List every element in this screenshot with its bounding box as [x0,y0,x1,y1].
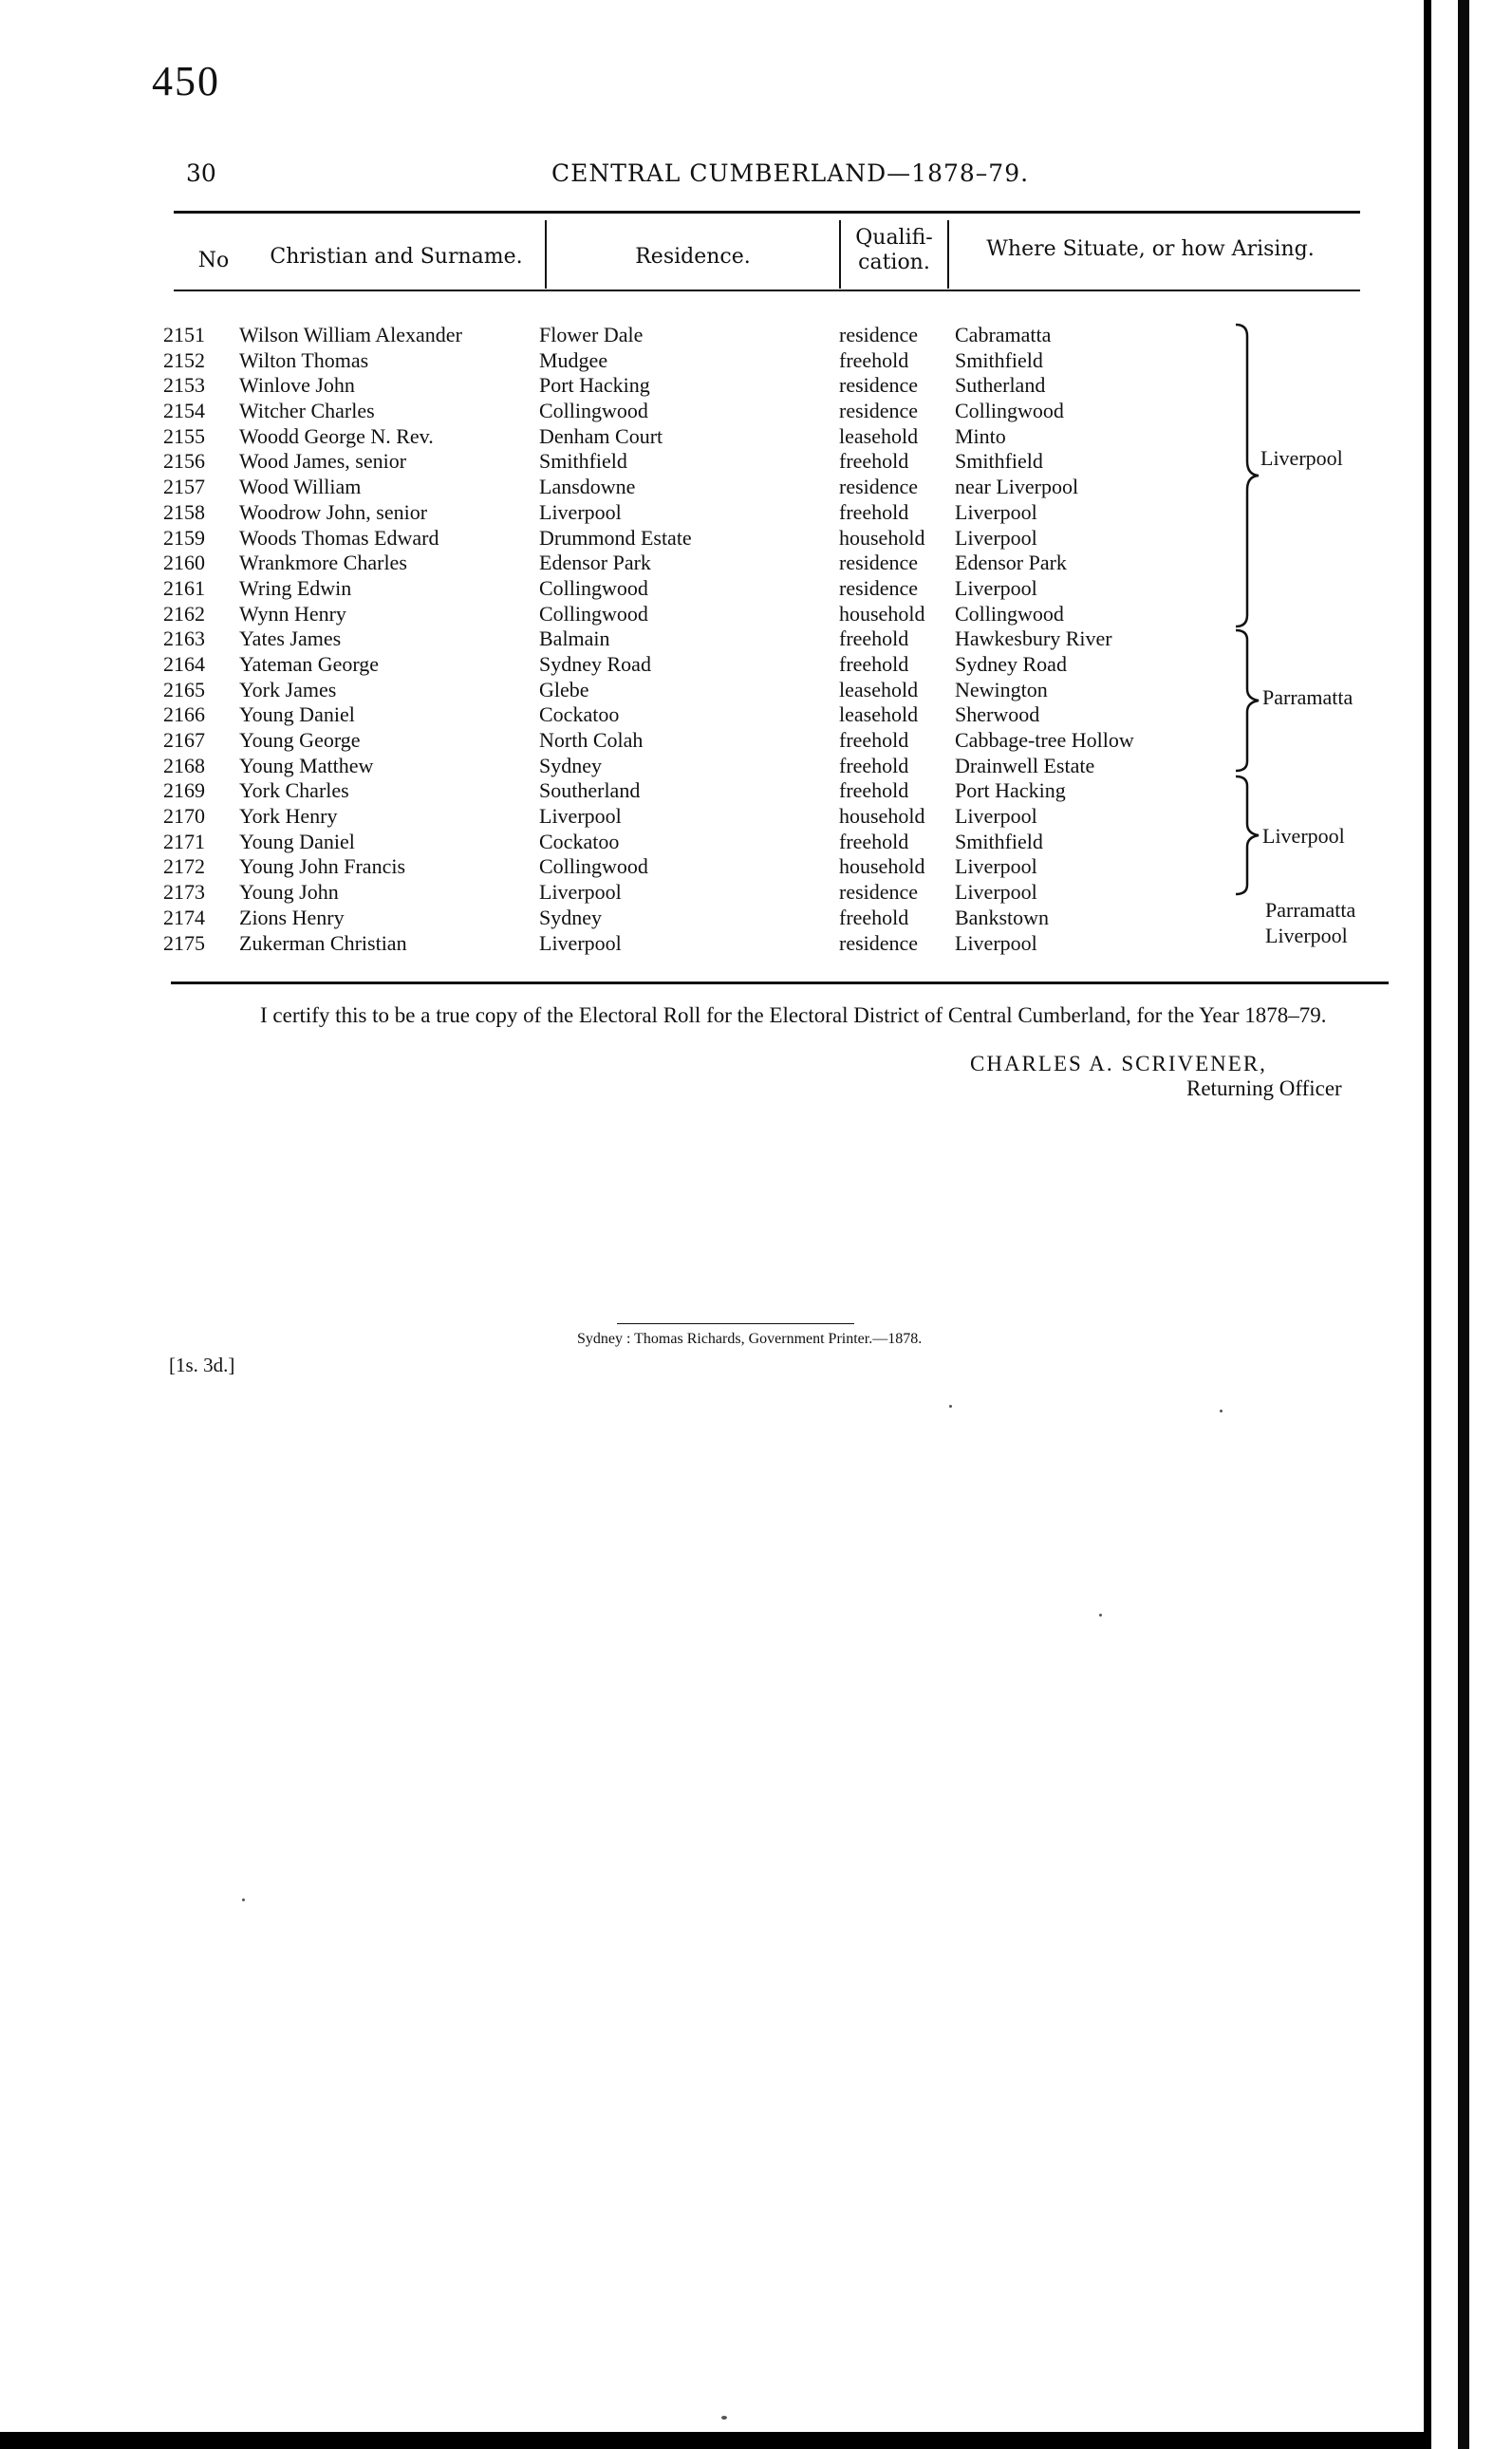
entry-number: 2157 [163,475,205,499]
qualification: freehold [839,449,909,474]
where-situate: Smithfield [955,449,1043,474]
elector-name: Wynn Henry [239,601,346,626]
column-divider [545,220,547,289]
entry-number: 2154 [163,399,205,423]
residence: Drummond Estate [539,525,692,550]
qualification: residence [839,930,919,955]
brace-group-liverpool-1 [1234,323,1262,628]
elector-name: Wrankmore Charles [239,551,407,575]
entry-number: 2169 [163,778,205,803]
elector-name: Young Daniel [239,702,355,727]
table-row [161,754,1376,779]
entry-number: 2171 [163,829,205,853]
where-situate: Collingwood [955,601,1064,626]
paper-speck [1220,1410,1223,1412]
table-row [161,906,1376,931]
table-row [161,449,1376,475]
qualification: freehold [839,778,909,803]
where-situate: near Liverpool [955,475,1079,499]
table-row [161,576,1376,602]
column-header-qualification: Qualifi- cation. [855,226,933,274]
elector-name: Winlove John [239,373,355,398]
group-label-parramatta-2: Parramatta [1265,898,1356,922]
table-row [161,931,1376,957]
elector-name: Young Daniel [239,829,355,853]
residence: Edensor Park [539,551,651,575]
residence: Sydney [539,905,602,929]
qualification: residence [839,880,919,905]
table-row [161,323,1376,348]
residence: Liverpool [539,499,622,524]
entry-number: 2161 [163,575,205,600]
printer-imprint: Sydney : Thomas Richards, Government Printer.—1878. [577,1331,923,1347]
table-row [161,424,1376,450]
entry-number: 2158 [163,499,205,524]
where-situate: Hawkesbury River [955,626,1112,651]
group-label-parramatta-1: Parramatta [1262,685,1353,709]
signer-title: Returning Officer [1186,1076,1342,1100]
paper-speck [949,1405,952,1408]
residence: Balmain [539,626,610,651]
elector-name: Witcher Charles [239,399,375,423]
entry-number: 2163 [163,626,205,651]
signer-name: CHARLES A. SCRIVENER, [970,1052,1267,1075]
page-title: CENTRAL CUMBERLAND—1878–79. [551,159,1030,187]
qualification: freehold [839,829,909,853]
table-row [161,804,1376,830]
qualification: residence [839,551,919,575]
qualification: freehold [839,753,909,777]
elector-name: York James [239,677,337,701]
stamp-number: 450 [152,58,220,104]
table-row [161,500,1376,526]
qualification: freehold [839,728,909,752]
column-header-residence: Residence. [635,245,751,269]
entry-number: 2153 [163,373,205,398]
residence: Port Hacking [539,373,650,398]
residence: Smithfield [539,449,627,474]
where-situate: Bankstown [955,905,1049,929]
qualification: freehold [839,499,909,524]
table-row [161,399,1376,424]
elector-name: Zions Henry [239,905,345,929]
qualification: household [839,601,925,626]
qualification: leasehold [839,423,919,448]
entry-number: 2175 [163,930,205,955]
price-note: [1s. 3d.] [169,1354,235,1376]
qualification: residence [839,399,919,423]
table-row [161,526,1376,551]
where-situate: Port Hacking [955,778,1066,803]
table-row [161,602,1376,627]
entry-number: 2166 [163,702,205,727]
elector-name: Yateman George [239,651,380,676]
column-header-where: Where Situate, or how Arising. [986,237,1315,261]
elector-name: Young John Francis [239,854,406,879]
elector-name: Young George [239,728,361,752]
elector-name: Wilson William Alexander [239,323,462,346]
entry-number: 2160 [163,551,205,575]
qualification: residence [839,373,919,398]
where-situate: Liverpool [955,880,1037,905]
entry-number: 2151 [163,323,205,346]
qualification: freehold [839,905,909,929]
entry-number: 2170 [163,804,205,829]
table-row [161,728,1376,754]
group-label-liverpool-2: Liverpool [1262,824,1345,848]
where-situate: Liverpool [955,930,1037,955]
entry-number: 2172 [163,854,205,879]
electoral-roll-table [161,323,1376,956]
residence: Collingwood [539,575,648,600]
elector-name: Zukerman Christian [239,930,407,955]
folio-number: 30 [186,159,216,187]
table-row [161,626,1376,652]
residence: Liverpool [539,880,622,905]
residence: Collingwood [539,854,648,879]
certification-text: I certify this to be a true copy of the Electoral Roll for the Electoral District of Central Cumberland, for the Year 1878–79. [260,1003,1327,1027]
qualification: freehold [839,626,909,651]
qualification: household [839,804,925,829]
residence: Cockatoo [539,829,620,853]
residence: Southerland [539,778,641,803]
table-row [161,880,1376,906]
elector-name: Woodd George N. Rev. [239,423,434,448]
group-label-liverpool-3: Liverpool [1265,924,1348,947]
entry-number: 2155 [163,423,205,448]
qualification: leasehold [839,702,919,727]
paper-speck [1099,1614,1102,1617]
where-situate: Sherwood [955,702,1040,727]
elector-name: Woods Thomas Edward [239,525,439,550]
adjacent-page-edge [1431,0,1512,2449]
entry-number: 2174 [163,905,205,929]
qualification: freehold [839,347,909,372]
elector-name: York Henry [239,804,338,829]
residence: Collingwood [539,601,648,626]
residence: Glebe [539,677,589,701]
entry-number: 2167 [163,728,205,752]
where-situate: Liverpool [955,525,1037,550]
where-situate: Liverpool [955,854,1037,879]
residence: Liverpool [539,930,622,955]
residence: Denham Court [539,423,663,448]
where-situate: Smithfield [955,829,1043,853]
table-row [161,778,1376,804]
where-situate: Liverpool [955,575,1037,600]
entry-number: 2152 [163,347,205,372]
residence: Mudgee [539,347,608,372]
elector-name: Woodrow John, senior [239,499,428,524]
qualification: leasehold [839,677,919,701]
elector-name: Wilton Thomas [239,347,369,372]
printer-rule [617,1323,854,1324]
table-row [161,830,1376,855]
where-situate: Drainwell Estate [955,753,1095,777]
where-situate: Collingwood [955,399,1064,423]
residence: Cockatoo [539,702,620,727]
residence: Collingwood [539,399,648,423]
qualification: residence [839,475,919,499]
residence: Liverpool [539,804,622,829]
residence: North Colah [539,728,644,752]
residence: Flower Dale [539,323,644,346]
entry-number: 2168 [163,753,205,777]
table-bottom-rule [171,981,1389,984]
elector-name: York Charles [239,778,349,803]
elector-name: Wood James, senior [239,449,407,474]
where-situate: Liverpool [955,804,1037,829]
table-row [161,702,1376,728]
residence: Sydney [539,753,602,777]
paper-speck [721,2416,727,2420]
qualification: household [839,854,925,879]
table-row [161,373,1376,399]
where-situate: Cabramatta [955,323,1052,346]
where-situate: Smithfield [955,347,1043,372]
elector-name: Yates James [239,626,342,651]
table-row [161,854,1376,880]
qualification: household [839,525,925,550]
where-situate: Sydney Road [955,651,1067,676]
entry-number: 2173 [163,880,205,905]
header-bottom-rule [174,290,1360,291]
table-row [161,348,1376,374]
table-row [161,678,1376,703]
header-top-rule [174,211,1360,214]
entry-number: 2165 [163,677,205,701]
where-situate: Newington [955,677,1048,701]
where-situate: Edensor Park [955,551,1067,575]
entry-number: 2164 [163,651,205,676]
qualification: freehold [839,651,909,676]
elector-name: Wood William [239,475,362,499]
brace-group-parramatta-1 [1234,628,1262,773]
column-header-name: Christian and Surname. [270,245,523,269]
elector-name: Wring Edwin [239,575,352,600]
entry-number: 2159 [163,525,205,550]
entry-number: 2156 [163,449,205,474]
residence: Sydney Road [539,651,651,676]
paper-speck [242,1898,245,1901]
brace-group-liverpool-2 [1234,775,1262,896]
table-row [161,652,1376,678]
qualification: residence [839,575,919,600]
group-label-liverpool-1: Liverpool [1260,446,1343,470]
elector-name: Young Matthew [239,753,374,777]
where-situate: Liverpool [955,499,1037,524]
table-row [161,475,1376,500]
where-situate: Sutherland [955,373,1046,398]
elector-name: Young John [239,880,339,905]
table-row [161,551,1376,576]
residence: Lansdowne [539,475,636,499]
where-situate: Minto [955,423,1006,448]
entry-number: 2162 [163,601,205,626]
column-divider [947,220,949,289]
qualification: residence [839,323,919,346]
where-situate: Cabbage-tree Hollow [955,728,1134,752]
column-header-no: No [197,249,230,272]
